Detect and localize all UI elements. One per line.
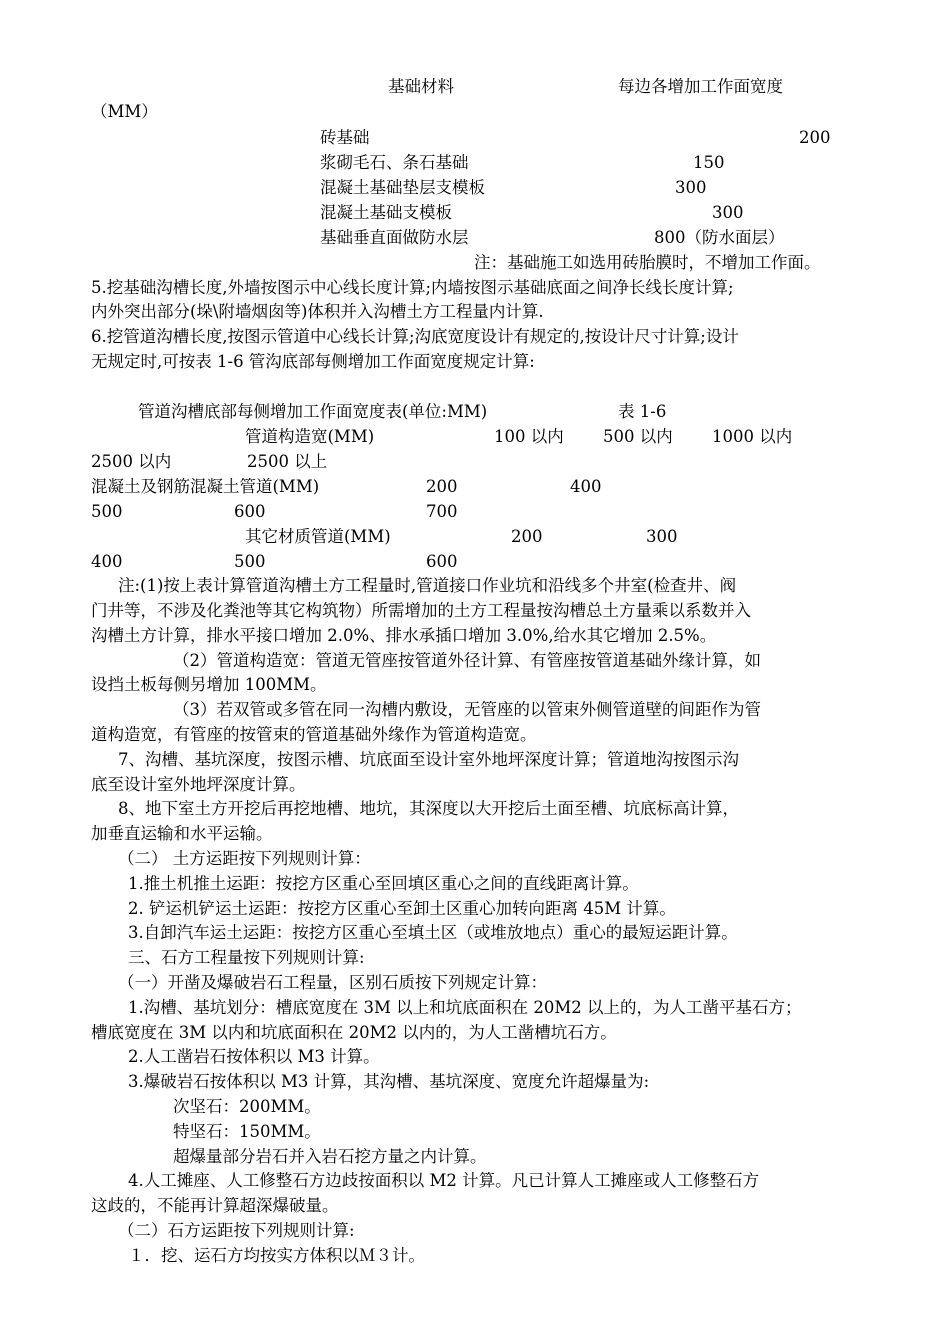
table2-header-label: 管道构造宽(MM)	[245, 427, 375, 446]
rock-subheading: （二）石方运距按下列规则计算:	[118, 1221, 355, 1240]
table2-col-header: 500 以内	[603, 427, 673, 446]
table2-cell: 400	[570, 477, 602, 496]
para8-line: 加垂直运输和水平运输。	[91, 824, 273, 843]
para5-line: 内外突出部分(垛\附墙烟囱等)体积并入沟槽土方工程量内计算.	[91, 302, 544, 321]
table2-cell: 600	[426, 552, 458, 571]
note1-line: 注:(1)按上表计算管道沟槽土方工程量时,管道接口作业坑和沿线多个井室(检查井、阀	[118, 576, 737, 595]
earth-haul-item: 2. 铲运机铲运土运距：按挖方区重心至卸土区重心加转向距离 45M 计算。	[128, 899, 676, 918]
para6-line: 无规定时,可按表 1-6 管沟底部每侧增加工作面宽度规定计算:	[91, 352, 535, 371]
rock-item-line: 1.沟槽、基坑划分：槽底宽度在 3M 以上和坑底面积在 20M2 以上的，为人工凿平基石方；	[128, 998, 802, 1017]
table1-row-value: 300	[675, 178, 707, 197]
table2-cell: 500	[91, 502, 123, 521]
para8-line: 8、地下室土方开挖后再挖地槽、地坑，其深度以大开挖后土面至槽、坑底标高计算，	[118, 799, 739, 818]
rock-item: 3.爆破岩石按体积以 M3 计算，其沟槽、基坑深度、宽度允许超爆量为:	[128, 1072, 650, 1091]
table2-cell: 600	[234, 502, 266, 521]
note1-line: 门井等，不涉及化粪池等其它构筑物）所需增加的土方工程量按沟槽总土方量乘以系数并入	[91, 601, 751, 620]
table2-cell: 200	[426, 477, 458, 496]
rock-item-line: 这歧的，不能再计算超深爆破量。	[91, 1196, 339, 1215]
rock-subitem: 超爆量部分岩石并入岩石挖方量之内计算。	[173, 1147, 487, 1166]
note2-line: 设挡土板每侧另增加 100MM。	[91, 675, 327, 694]
table1-row-name: 混凝土基础垫层支模板	[320, 178, 485, 197]
para7-line: 底至设计室外地坪深度计算。	[91, 775, 306, 794]
note3-line: 道构造宽，有管座的按管束的管道基础外缘作为管道构造宽。	[91, 725, 537, 744]
table2-cell: 500	[234, 552, 266, 571]
para6-line: 6.挖管道沟槽长度,按图示管道中心线长计算;沟底宽度设计有规定的,按设计尺寸计算;设计	[91, 327, 739, 346]
note3-line: （3）若双管或多管在同一沟槽内敷设，无管座的以管束外侧管道壁的间距作为管	[173, 700, 761, 719]
rock-subitem: 特坚石：150MM。	[173, 1122, 321, 1141]
earth-haul-item: 1.推土机推土运距：按挖方区重心至回填区重心之间的直线距离计算。	[128, 874, 639, 893]
table1-note: 注：基础施工如选用砖胎膜时，不增加工作面。	[474, 253, 821, 272]
rock-item-line: 槽底宽度在 3M 以内和坑底面积在 20M2 以内的，为人工凿槽坑石方。	[91, 1023, 617, 1042]
note1-line: 沟槽土方计算，排水平接口增加 2.0%、排水承插口增加 3.0%,给水其它增加 2.5%。	[91, 626, 717, 645]
table2-title: 管道沟槽底部每侧增加工作面宽度表(单位:MM)	[138, 402, 488, 421]
table2-col-header: 2500 以上	[247, 452, 328, 471]
table2-number: 表 1-6	[618, 402, 667, 421]
rock-heading: 三、石方工程量按下列规则计算:	[128, 948, 365, 967]
table2-cell: 300	[646, 527, 678, 546]
rock-subheading: （一）开凿及爆破岩石工程量，区别石质按下列规定计算：	[118, 973, 547, 992]
table1-header-width: 每边各增加工作面宽度	[618, 77, 783, 96]
table1-row-value: 800（防水面层）	[654, 228, 785, 247]
table2-col-header: 1000 以内	[712, 427, 793, 446]
rock-item-line: 4.人工摊座、人工修整石方边歧按面积以 M2 计算。凡已计算人工摊座或人工修整石方	[128, 1171, 760, 1190]
table2-col-header: 2500 以内	[91, 452, 172, 471]
table2-row1-name: 混凝土及钢筋混凝土管道(MM)	[91, 477, 320, 496]
table1-row-name: 混凝土基础支模板	[320, 203, 452, 222]
table2-row2-name: 其它材质管道(MM)	[245, 527, 391, 546]
table1-header-material: 基础材料	[388, 77, 454, 96]
table1-row-value: 200	[799, 128, 831, 147]
rock-item: １．挖、运石方均按实方体积以Ｍ３计。	[128, 1246, 425, 1265]
table2-col-header: 100 以内	[494, 427, 564, 446]
table1-row-value: 150	[693, 153, 725, 172]
earth-haul-heading: （二） 土方运距按下列规则计算：	[118, 849, 371, 868]
table1-row-name: 砖基础	[320, 128, 370, 147]
table2-cell: 400	[91, 552, 123, 571]
table1-row-name: 浆砌毛石、条石基础	[320, 153, 469, 172]
para7-line: 7、沟槽、基坑深度，按图示槽、坑底面至设计室外地坪深度计算；管道地沟按图示沟	[118, 750, 739, 769]
table1-unit: （MM）	[91, 102, 158, 121]
table1-row-name: 基础垂直面做防水层	[320, 228, 469, 247]
rock-subitem: 次坚石：200MM。	[173, 1097, 321, 1116]
table1-row-value: 300	[712, 203, 744, 222]
para5-line: 5.挖基础沟槽长度,外墙按图示中心线长度计算;内墙按图示基础底面之间净长线长度计算;	[91, 278, 734, 297]
note2-line: （2）管道构造宽：管道无管座按管道外径计算、有管座按管道基础外缘计算，如	[173, 651, 761, 670]
table2-cell: 700	[426, 502, 458, 521]
earth-haul-item: 3.自卸汽车运土运距：按挖方区重心至填土区（或堆放地点）重心的最短运距计算。	[128, 923, 738, 942]
table2-cell: 200	[511, 527, 543, 546]
rock-item: 2.人工凿岩石按体积以 M3 计算。	[128, 1047, 380, 1066]
